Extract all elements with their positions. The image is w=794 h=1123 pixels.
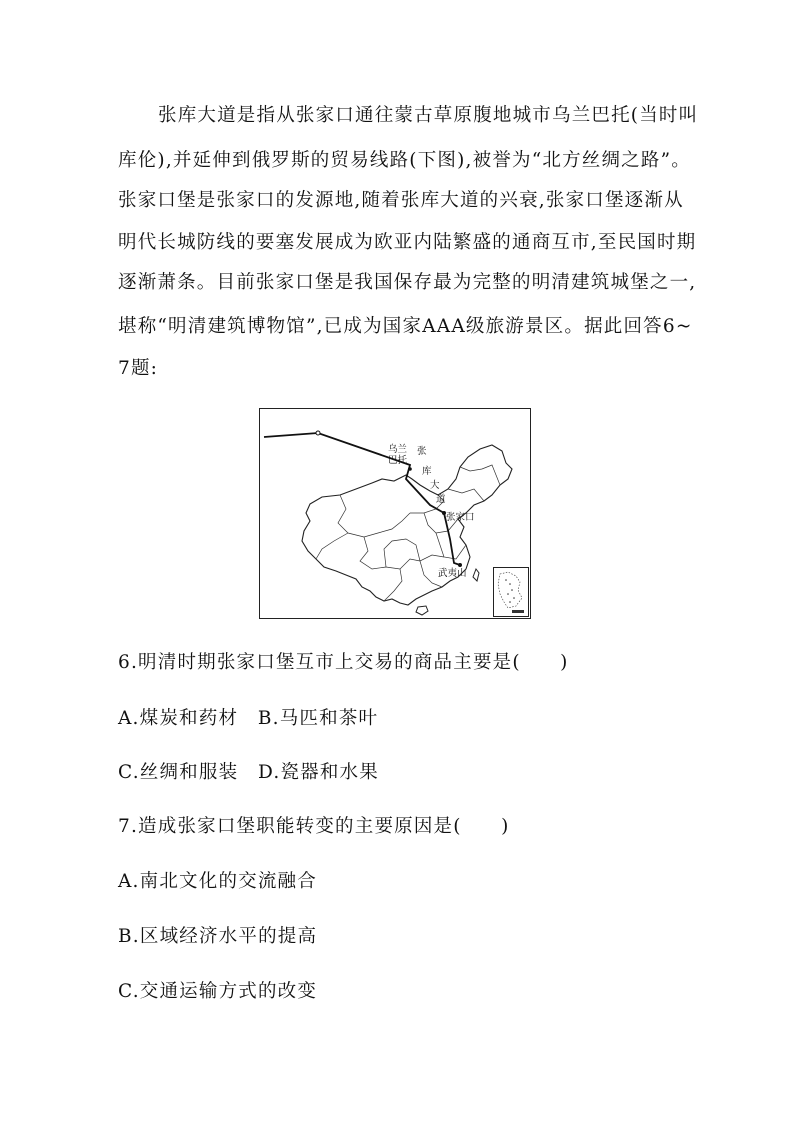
question-option: A.南北文化的交流融合 [118, 871, 317, 892]
map-label-zhang: 张 [417, 446, 427, 457]
question-options-line: A.煤炭和药材 B.马匹和茶叶 [118, 708, 379, 729]
wulanbatuo-dot [408, 467, 412, 471]
hainan-outline [416, 606, 428, 615]
question-options-line: C.丝绸和服装 D.瓷器和水果 [118, 762, 379, 783]
passage-line: 逐渐萧条。目前张家口堡是我国保存最为完整的明清建筑城堡之一, [118, 272, 697, 293]
passage-line: 7题: [118, 358, 159, 379]
map-label-wulan: 乌兰 [388, 444, 408, 455]
map-outline-drawing [260, 409, 531, 619]
wuyishan-dot [458, 563, 462, 567]
question-stem: 6.明清时期张家口堡互市上交易的商品主要是( ) [118, 652, 569, 673]
trade-route-line [264, 433, 460, 565]
passage-line: 张家口堡是张家口的发源地,随着张库大道的兴衰,张家口堡逐渐从 [118, 190, 684, 211]
map-label-batuo: 巴托 [388, 455, 408, 466]
map-label-da: 大 [430, 480, 440, 491]
question-stem: 7.造成张家口堡职能转变的主要原因是( ) [118, 816, 510, 837]
passage-line: 堪称“明清建筑博物馆”,已成为国家AAA级旅游景区。据此回答6~ [118, 316, 693, 337]
map-label-dao: 道 [436, 494, 446, 505]
route-node [316, 431, 320, 435]
map-label-zhangjiakou: 张家口 [446, 512, 475, 523]
passage-line: 张库大道是指从张家口通往蒙古草原腹地城市乌兰巴托(当时叫 [158, 105, 699, 126]
question-option: B.区域经济水平的提高 [118, 926, 318, 947]
route-map [259, 408, 531, 619]
province-boundaries [316, 465, 500, 601]
passage-line: 明代长城防线的要塞发展成为欧亚内陆繁盛的通商互市,至民国时期 [118, 232, 697, 253]
map-label-ku: 库 [422, 466, 432, 477]
passage-line: 库伦),并延伸到俄罗斯的贸易线路(下图),被誉为“北方丝绸之路”。 [118, 150, 691, 171]
map-label-wuyishan: 武夷山 [438, 568, 467, 579]
question-option: C.交通运输方式的改变 [118, 981, 318, 1002]
south-china-sea-inset [493, 567, 529, 617]
taiwan-outline [473, 569, 479, 581]
